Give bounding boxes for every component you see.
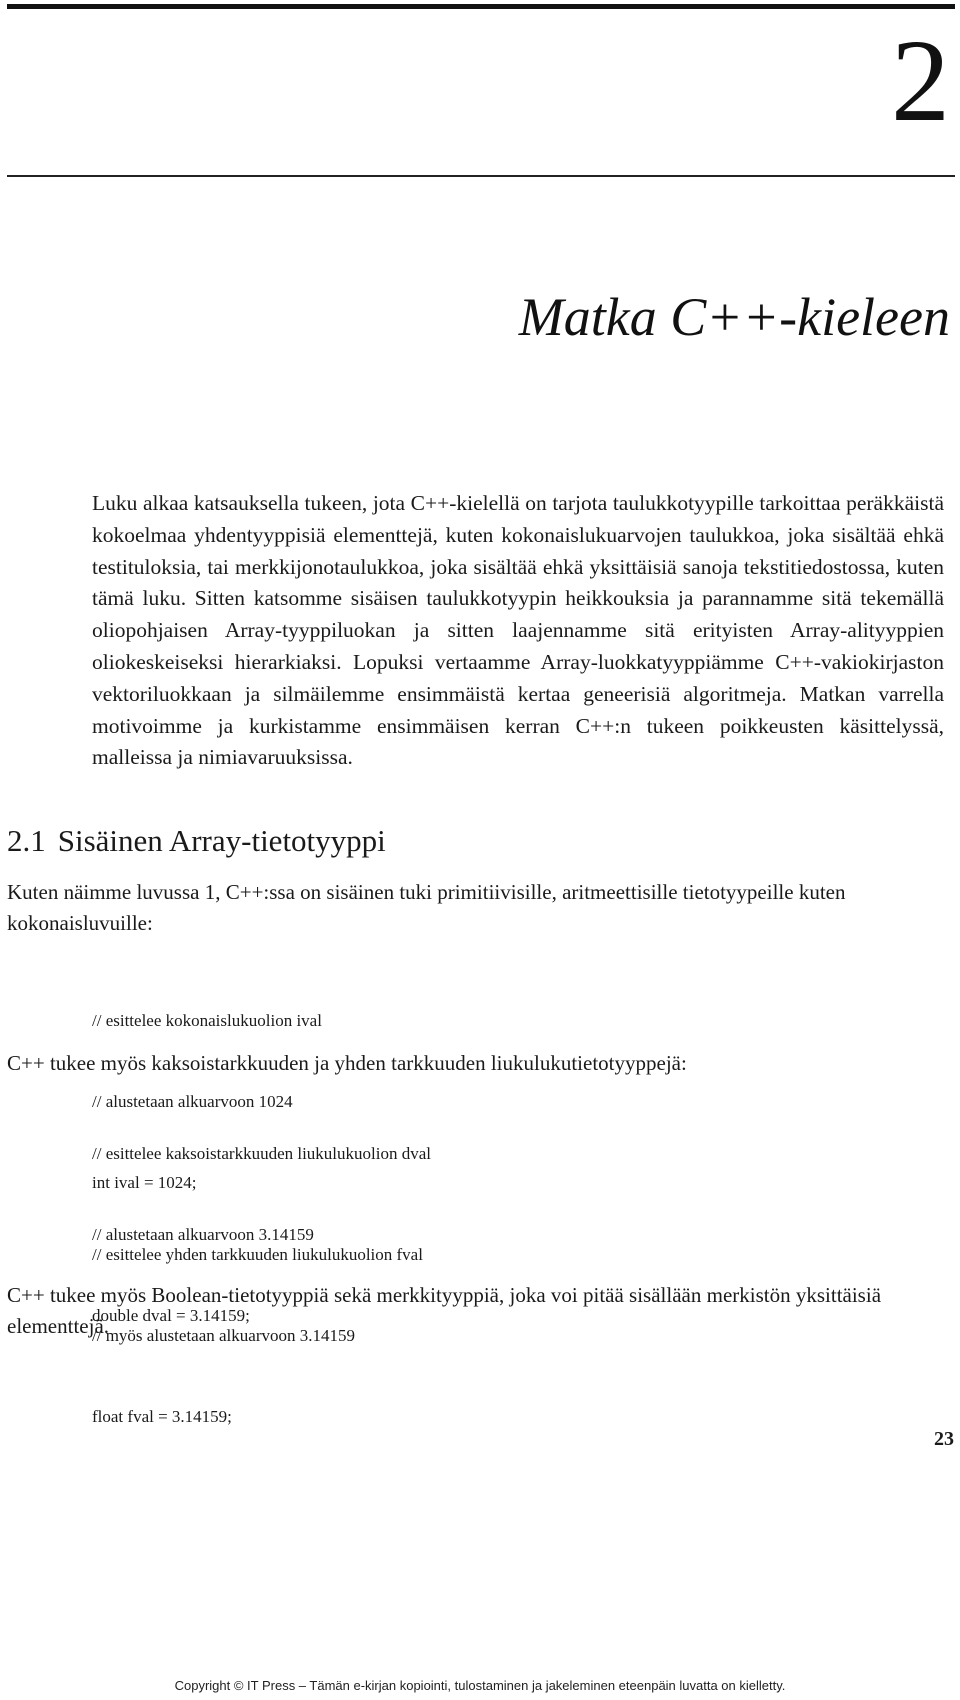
top-rule <box>7 4 955 9</box>
paragraph-1: Kuten näimme luvussa 1, C++:ssa on sisäinen tuki primitiivisille, aritmeettisille tietotyypeille kuten kokonaisluvuille: <box>7 880 846 935</box>
code-line: int ival = 1024; <box>92 1173 197 1192</box>
chapter-rule <box>7 175 955 177</box>
code-line: // esittelee yhden tarkkuuden liukulukuolion fval <box>92 1245 423 1264</box>
code-line: // myös alustetaan alkuarvoon 3.14159 <box>92 1326 355 1345</box>
paragraph-2: C++ tukee myös kaksoistarkkuuden ja yhden tarkkuuden liukulukutietotyyppejä: <box>7 1051 687 1075</box>
page-number: 23 <box>934 1428 954 1450</box>
code-line: double dval = 3.14159; <box>92 1306 250 1325</box>
chapter-intro: Luku alkaa katsauksella tukeen, jota C++-kielellä on tarjota taulukkotyypille tarkoittaa peräkkäistä kokoelmaa yhdentyyppisiä elementtejä, kuten kokonaislukuarvojen taulukkoa, joka sisältää ehkä testituloksia, tai merkkijonotaulukkoa, joka sisältää ehkä yksittäisiä sanoja tekstitiedostossa, kuten tämä luku. Sitten katsomme sisäisen taulukkotyypin heikkouksia ja parannamme sitä tekemällä oliopohjaisen Array-tyyppiluokan ja sitten laajennamme sitä erityisten Array-alityyppien oliokeskeiseksi hierarkiaksi. Lopuksi vertaamme Array-luokkatyyppiämme C++-vakiokirjaston vektoriluokkaan ja silmäilemme ensimmäistä kertaa geneerisiä algoritmeja. Matkan varrella motivoimme ja kurkistamme ensimmäisen kerran C++:n tukeen poikkeusten käsittelyssä, malleissa ja nimiavaruuksissa. <box>92 491 944 770</box>
section-heading <box>7 824 386 858</box>
code-line: // alustetaan alkuarvoon 3.14159 <box>92 1225 314 1244</box>
section-title: Sisäinen Array-tietotyyppi <box>57 823 386 858</box>
code-line: // esittelee kaksoistarkkuuden liukulukuolion dval <box>92 1144 431 1163</box>
chapter-number: 2 <box>891 15 950 146</box>
copyright-footer: Copyright © IT Press – Tämän e-kirjan kopiointi, tulostaminen ja jakeleminen eteenpäin luvatta on kielletty. <box>174 1678 786 1693</box>
paragraph-3: C++ tukee myös Boolean-tietotyyppiä sekä merkkityyppiä, joka voi pitää sisällään merkistön yksittäisiä elementtejä. <box>7 1283 882 1338</box>
code-line: float fval = 3.14159; <box>92 1407 232 1426</box>
section-number: 2.1 <box>7 823 46 858</box>
code-line: // alustetaan alkuarvoon 1024 <box>92 1092 293 1111</box>
code-line: // esittelee kokonaislukuolion ival <box>92 1011 322 1030</box>
chapter-title: Matka C++-kieleen <box>518 287 950 347</box>
